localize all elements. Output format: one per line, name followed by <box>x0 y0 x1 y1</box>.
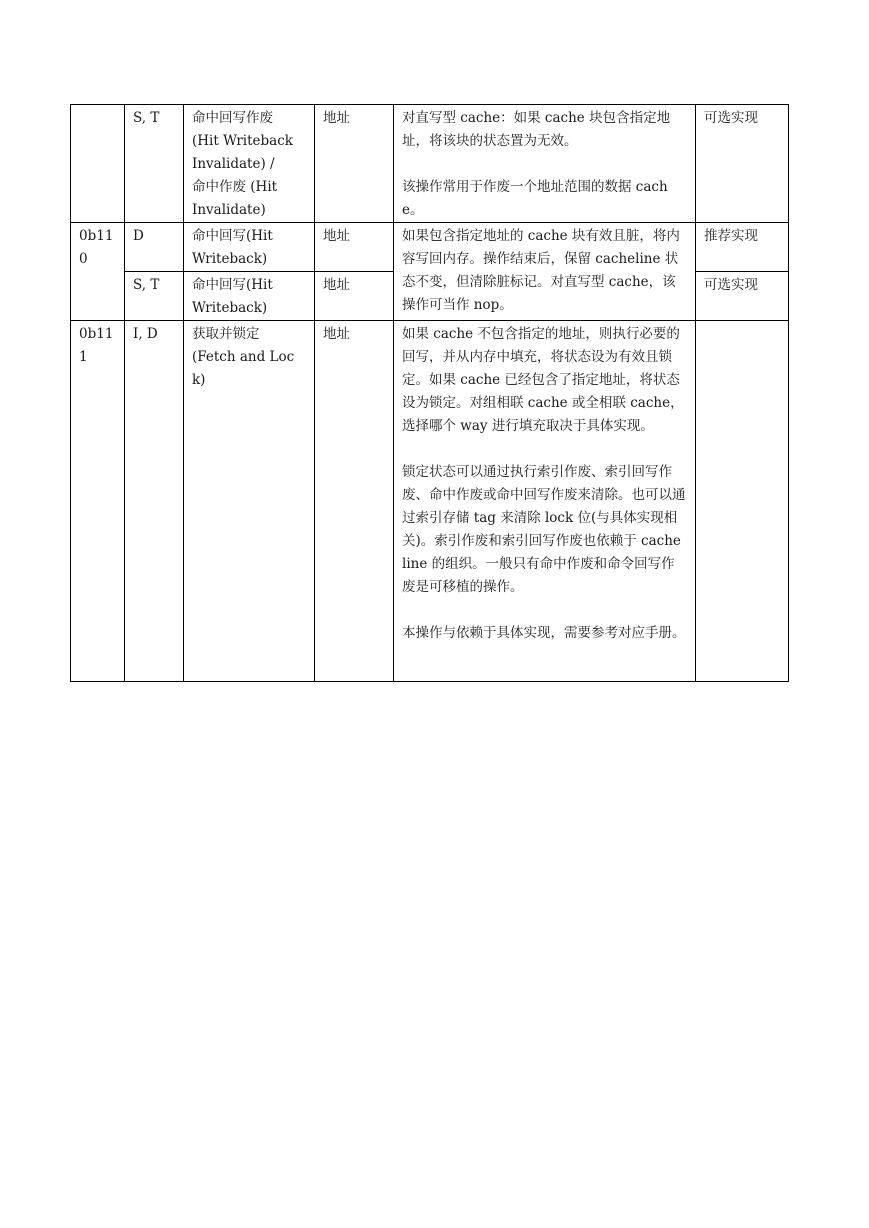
implementation-cell: 可选实现 <box>696 105 789 223</box>
operation-line: Invalidate) <box>192 202 266 218</box>
operation-line: Writeback) <box>192 300 268 316</box>
operation-line: Invalidate) / <box>192 156 275 172</box>
code-cell: 0b110 <box>71 223 125 321</box>
description-cell <box>394 321 696 682</box>
operation-line: 命中回写作废 <box>192 110 273 126</box>
table-row <box>71 105 789 223</box>
description-paragraph: 该操作常用于作废一个地址范围的数据 cache。 <box>402 179 668 218</box>
target-cell: 地址 <box>315 223 394 272</box>
description-cell <box>394 105 696 223</box>
operation-line: 获取并锁定 <box>192 326 260 342</box>
target-cell: 地址 <box>315 272 394 321</box>
implementation-cell <box>696 321 789 682</box>
description-paragraph: 锁定状态可以通过执行索引作废、索引回写作废、命中作废或命中回写作废来清除。也可以通过索引存储 tag 来清除 lock 位(与具体实现相关)。索引作废和索引回写作废也依赖于 cache line 的组织。一般只有命中作废和命令回写作废是可移植的操作。 <box>402 464 686 595</box>
operation-cell <box>184 321 315 682</box>
operation-line: (Hit Writeback <box>192 133 293 149</box>
operation-line: 命中回写(Hit <box>192 277 273 293</box>
description-paragraph: 对直写型 cache：如果 cache 块包含指定地址，将该块的状态置为无效。 <box>402 110 671 149</box>
target-cell: 地址 <box>315 105 394 223</box>
operation-line: Writeback) <box>192 251 268 267</box>
operation-cell <box>184 272 315 321</box>
implementation-cell: 推荐实现 <box>696 223 789 272</box>
cache-operations-table <box>70 104 789 682</box>
description-paragraph: 如果 cache 不包含指定的地址，则执行必要的回写，并从内存中填充，将状态设为有效且锁定。如果 cache 已经包含了指定地址，将状态设为锁定。对组相联 cache 或全相联 cache，选择哪个 way 进行填充取决于具体实现。 <box>402 326 684 434</box>
state-cell: S, T <box>125 105 184 223</box>
description-cell: 如果包含指定地址的 cache 块有效且脏，将内容写回内存。操作结束后，保留 cacheline 状态不变，但清除脏标记。对直写型 cache，该操作可当作 nop。 <box>394 223 696 321</box>
code-cell <box>71 105 125 223</box>
operation-cell <box>184 105 315 223</box>
target-cell: 地址 <box>315 321 394 682</box>
table-row <box>71 321 789 682</box>
implementation-cell: 可选实现 <box>696 272 789 321</box>
description-paragraph: 本操作与依赖于具体实现，需要参考对应手册。 <box>402 625 686 641</box>
table-row <box>71 223 789 272</box>
operation-cell <box>184 223 315 272</box>
operation-line: 命中作废 (Hit <box>192 179 278 195</box>
operation-line: 命中回写(Hit <box>192 228 273 244</box>
state-cell: I, D <box>125 321 184 682</box>
operation-line: (Fetch and Lock) <box>192 349 295 388</box>
state-cell: D <box>125 223 184 272</box>
state-cell: S, T <box>125 272 184 321</box>
code-cell: 0b111 <box>71 321 125 682</box>
